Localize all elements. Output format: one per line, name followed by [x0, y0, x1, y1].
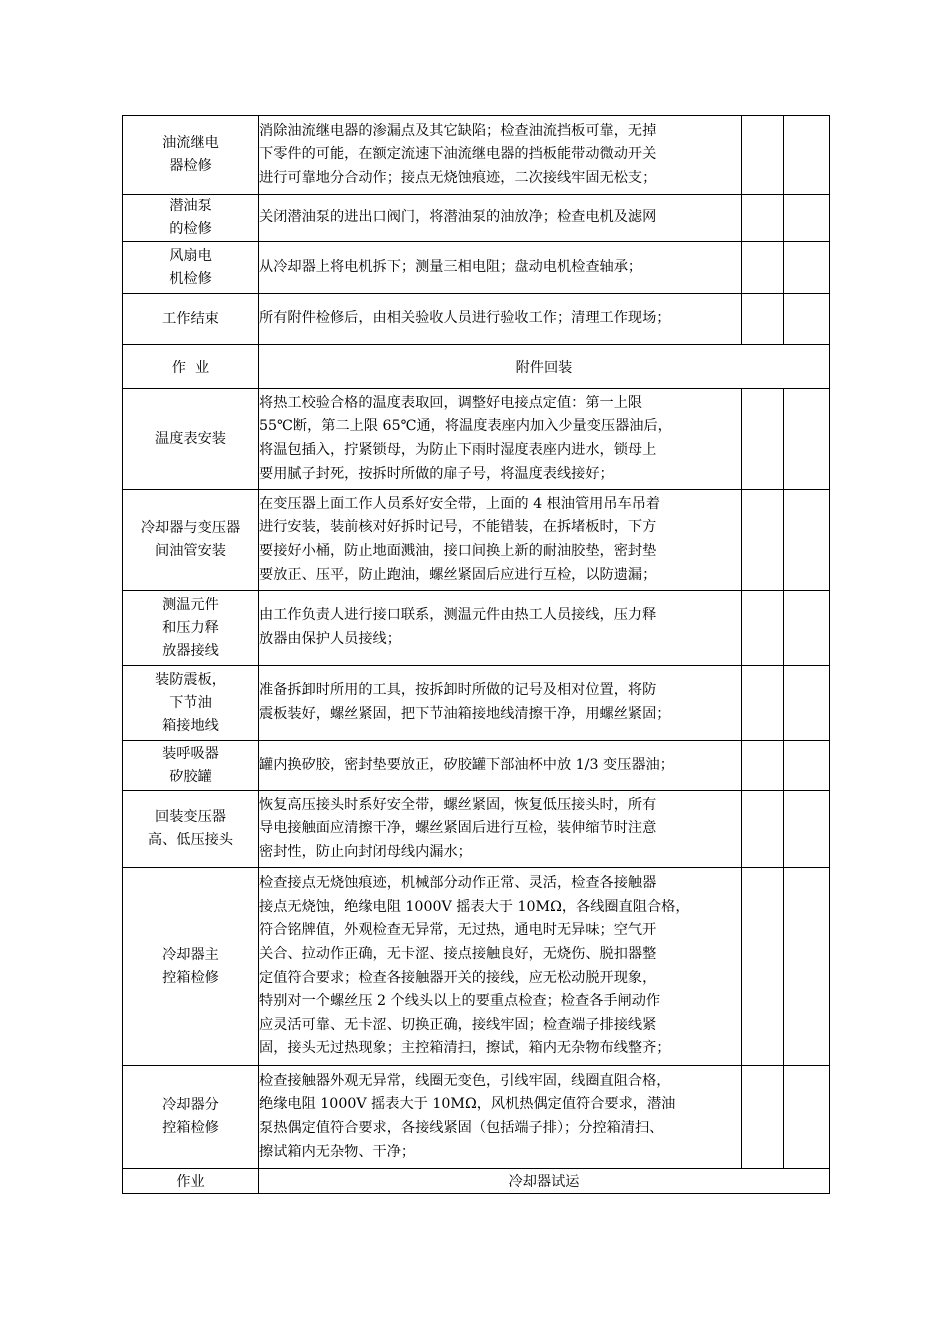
section-title-cell: 冷却器试运 — [259, 1169, 830, 1194]
item-description-cell: 关闭潜油泵的进出口阀门，将潜油泵的油放净；检查电机及滤网 — [259, 195, 742, 242]
item-description-cell: 准备拆卸时所用的工具，按拆卸时所做的记号及相对位置，将防 震板装好，螺丝紧固，把下节油箱接地线清擦干净，用螺丝紧固； — [259, 666, 742, 741]
check-cell-2 — [784, 242, 830, 294]
item-name-line: 冷却器主 — [162, 946, 219, 963]
item-name-line: 间油管安装 — [155, 543, 226, 559]
table-row — [123, 591, 830, 666]
item-name-cell — [123, 490, 259, 591]
table-row — [123, 389, 830, 490]
item-name-line: 装呼吸器 — [162, 745, 219, 762]
maintenance-table — [122, 115, 830, 1194]
check-cell-2 — [784, 389, 830, 490]
table-row — [123, 868, 830, 1066]
item-name-line: 高、低压接头 — [147, 832, 234, 848]
item-name-line: 温度表安装 — [155, 430, 226, 447]
item-name-cell — [123, 389, 259, 490]
check-cell-2 — [784, 195, 830, 242]
item-name-cell — [123, 1066, 259, 1169]
check-cell-1 — [742, 389, 784, 490]
item-name-line: 回装变压器 — [155, 809, 226, 825]
item-name-line: 控箱检修 — [162, 1120, 219, 1136]
check-cell-1 — [742, 868, 784, 1066]
check-cell-1 — [742, 294, 784, 345]
item-description-cell: 由工作负责人进行接口联系，测温元件由热工人员接线，压力释 放器由保护人员接线； — [259, 591, 742, 666]
item-description-cell: 将热工校验合格的温度表取回，调整好电接点定值：第一上限 55℃断，第二上限 65℃通，将温度表座内加入少量变压器油后， 将温包插入，拧紧锁母，为防止下雨时湿度表座内进水，锁母上 要用腻子封死，按拆时所做的扉子号，将温度表线接好； — [259, 389, 742, 490]
item-name-line: 风扇电 — [169, 247, 212, 264]
item-name-line: 冷却器分 — [162, 1097, 219, 1113]
check-cell-2 — [784, 868, 830, 1066]
section-header-row — [123, 345, 830, 389]
item-description-cell: 检查接点无烧蚀痕迹，机械部分动作正常、灵活，检查各接触器 接点无烧蚀，绝缘电阻 1000V 摇表大于 10MΩ，各线圈直阻合格， 符合铭牌值，外观检查无异常，无过热，通电时无异味；空气开 关合、拉动作正确，无卡涩、接点接触良好，无烧伤、脱扣器整 定值符合要求；检查各接触器开关的接线，应无松动脱开现象， 特别对一个螺丝压 2 个线头以上的要重点检查；检查各手闸动作 应灵活可靠、无卡涩、切换正确，接线牢固；检查端子排接线紧 固，接头无过热现象；主控箱清扫，擦试，箱内无杂物布线整齐； — [259, 868, 742, 1066]
check-cell-2 — [784, 490, 830, 591]
item-name-cell — [123, 591, 259, 666]
item-name-line: 器检修 — [169, 158, 212, 174]
section-label-cell: 作业 — [123, 1169, 259, 1194]
item-name-cell — [123, 868, 259, 1066]
check-cell-2 — [784, 591, 830, 666]
check-cell-2 — [784, 791, 830, 868]
item-description-cell: 从冷却器上将电机拆下；测量三相电阻；盘动电机检查轴承； — [259, 242, 742, 294]
item-name-line: 的检修 — [169, 221, 212, 237]
item-name-cell — [123, 741, 259, 791]
check-cell-2 — [784, 116, 830, 195]
item-name-cell — [123, 791, 259, 868]
table-row — [123, 195, 830, 242]
check-cell-1 — [742, 195, 784, 242]
item-name-line: 放器接线 — [162, 642, 219, 659]
item-description-cell: 恢复高压接头时系好安全带，螺丝紧固，恢复低压接头时，所有 导电接触面应清擦干净，螺丝紧固后进行互检，装伸缩节时注意 密封性，防止向封闭母线内漏水； — [259, 791, 742, 868]
check-cell-1 — [742, 791, 784, 868]
check-cell-1 — [742, 741, 784, 791]
item-name-line: 冷却器与变压器 — [140, 520, 241, 536]
item-name-line: 下节油 — [169, 694, 212, 711]
table-row — [123, 791, 830, 868]
item-description-cell: 所有附件检修后，由相关验收人员进行验收工作；清理工作现场； — [259, 294, 742, 345]
item-name-cell — [123, 195, 259, 242]
item-name-line: 矽胶罐 — [169, 768, 212, 785]
check-cell-2 — [784, 741, 830, 791]
table-body — [123, 116, 830, 1194]
table-row — [123, 490, 830, 591]
item-name-line: 测温元件 — [162, 596, 219, 613]
item-name-line: 机检修 — [169, 270, 212, 287]
item-name-line: 和压力释 — [162, 619, 219, 636]
item-name-line: 装防震板， — [155, 671, 226, 688]
item-name-line: 潜油泵 — [169, 198, 212, 214]
table-row — [123, 294, 830, 345]
check-cell-1 — [742, 242, 784, 294]
item-name-cell — [123, 294, 259, 345]
item-name-cell — [123, 116, 259, 195]
check-cell-2 — [784, 294, 830, 345]
item-description-cell: 检查接触器外观无异常，线圈无变色，引线牢固，线圈直阻合格， 绝缘电阻 1000V 摇表大于 10MΩ，风机热偶定值符合要求，潜油 泵热偶定值符合要求，各接线紧固（包括端子排）；分控箱清扫、 擦试箱内无杂物、干净； — [259, 1066, 742, 1169]
check-cell-2 — [784, 666, 830, 741]
item-name-cell — [123, 242, 259, 294]
item-name-line: 工作结束 — [162, 310, 219, 327]
item-name-line: 箱接地线 — [162, 717, 219, 734]
table-row — [123, 116, 830, 195]
table-row — [123, 1066, 830, 1169]
item-name-line: 油流继电 — [162, 135, 219, 151]
item-description-cell: 消除油流继电器的渗漏点及其它缺陷；检查油流挡板可靠，无掉 下零件的可能，在额定流速下油流继电器的挡板能带动微动开关 进行可靠地分合动作；接点无烧蚀痕迹，二次接线牢固无松支； — [259, 116, 742, 195]
item-name-cell — [123, 666, 259, 741]
table-row — [123, 666, 830, 741]
item-name-line: 控箱检修 — [162, 969, 219, 986]
section-header-row — [123, 1169, 830, 1194]
check-cell-1 — [742, 116, 784, 195]
table-row — [123, 242, 830, 294]
table-row — [123, 741, 830, 791]
check-cell-1 — [742, 591, 784, 666]
check-cell-1 — [742, 490, 784, 591]
section-label-cell: 作 业 — [123, 345, 259, 389]
section-title-cell: 附件回装 — [259, 345, 830, 389]
check-cell-1 — [742, 666, 784, 741]
item-description-cell: 在变压器上面工作人员系好安全带，上面的 4 根油管用吊车吊着 进行安装，装前核对好拆时记号，不能错装，在拆堵板时，下方 要接好小桶，防止地面溅油，接口间换上新的耐油胶垫，密封垫 要放正、压平，防止跑油，螺丝紧固后应进行互检，以防遗漏； — [259, 490, 742, 591]
item-description-cell: 罐内换矽胶，密封垫要放正，矽胶罐下部油杯中放 1/3 变压器油； — [259, 741, 742, 791]
check-cell-2 — [784, 1066, 830, 1169]
check-cell-1 — [742, 1066, 784, 1169]
